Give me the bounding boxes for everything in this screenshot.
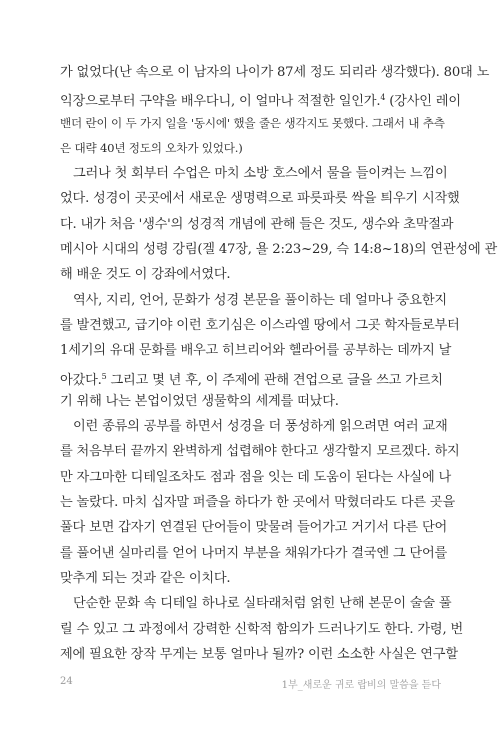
text-line <box>60 364 441 389</box>
footnote-marker: 5 <box>101 371 107 381</box>
text-line: 맞추게 되는 것과 같은 이치다. <box>60 570 231 586</box>
text-line <box>60 85 461 110</box>
text-line: 를 처음부터 끝까지 완벽하게 섭렵해야 한다고 생각할지 모르겠다. 하지 <box>60 444 460 460</box>
text-line: 1세기의 유대 문화를 배우고 히브리어와 헬라어를 공부하는 데까지 날 <box>60 343 452 359</box>
text-segment: 그리고 몇 년 후, 이 주제에 관해 견업으로 글을 쓰고 가르치 <box>106 372 443 388</box>
text-segment: 아갔다. <box>60 372 102 388</box>
text-line: 를 발견했고, 급기야 이런 호기심은 이스라엘 땅에서 그곳 학자들로부터 <box>60 317 460 333</box>
text-line: 밴더 란이 이 두 가지 일을 '동시에' 했을 줄은 생각지도 못했다. 그래서 내 추측 <box>60 115 445 130</box>
body-text <box>60 60 498 667</box>
text-segment: 익장으로부터 구약을 배우다니, 이 얼마나 적절한 일인가. <box>60 94 381 110</box>
text-line: 기 위해 나는 본업이었던 생물학의 세계를 떠났다. <box>60 393 339 409</box>
text-line: 풀다 보면 갑자기 연결된 단어들이 맞물려 들어가고 거기서 다른 단어 <box>60 520 448 536</box>
page-footer <box>60 676 441 692</box>
text-line: 가 없었다(난 속으로 이 남자의 나이가 87세 정도 되리라 생각했다). 80대 노 <box>60 65 490 80</box>
paragraph-start: 그러나 첫 회부터 수업은 마치 소방 호스에서 물을 들이켜는 느낌이 <box>73 166 448 182</box>
text-line: 메시아 시대의 성령 강림(겔 47장, 욜 2:23~29, 슥 14:8~18)의 연관성에 관 <box>60 242 498 258</box>
text-line: 었다. 성경이 곳곳에서 새로운 생명력으로 파릇파릇 싹을 틔우기 시작했 <box>60 191 460 207</box>
paragraph-start: 단순한 문화 속 디테일 하나로 실타래처럼 얽힌 난해 본문이 술술 풀 <box>73 596 452 612</box>
paragraph-start: 역사, 지리, 언어, 문화가 성경 본문을 풀이하는 데 얼마나 중요한지 <box>73 292 447 308</box>
running-title: 1부_새로운 귀로 랍비의 말씀을 듣다 <box>281 680 441 691</box>
text-line: 는 놀랐다. 마치 십자말 퍼즐을 하다가 한 곳에서 막혔더라도 다른 곳을 <box>60 495 456 511</box>
paragraph-start: 이런 종류의 공부를 하면서 성경을 더 풍성하게 읽으려면 여러 교재 <box>73 419 448 435</box>
text-line: 만 자그마한 디테일조차도 점과 점을 잇는 데 도움이 된다는 사실에 나 <box>60 469 452 485</box>
text-line: 해 배운 것도 이 강좌에서였다. <box>60 267 231 283</box>
text-segment: (강사인 레이 <box>385 94 461 110</box>
text-line: 릴 수 있고 그 과정에서 강력한 신학적 함의가 드러나기도 한다. 가령, 번 <box>60 621 463 637</box>
text-line: 제에 필요한 장작 무게는 보통 얼마나 될까? 이런 소소한 사실은 연구할 <box>60 646 458 662</box>
text-line: 를 풀어낸 실마리를 얻어 나머지 부분을 채워가다가 결국엔 그 단어를 <box>60 545 448 561</box>
text-line: 다. 내가 처음 '생수'의 성경적 개념에 관해 들은 것도, 생수와 초막절과 <box>60 216 454 232</box>
page-number: 24 <box>60 676 73 687</box>
text-line: 은 대략 40년 정도의 오차가 있었다.) <box>60 140 243 155</box>
footnote-marker: 4 <box>380 93 386 103</box>
